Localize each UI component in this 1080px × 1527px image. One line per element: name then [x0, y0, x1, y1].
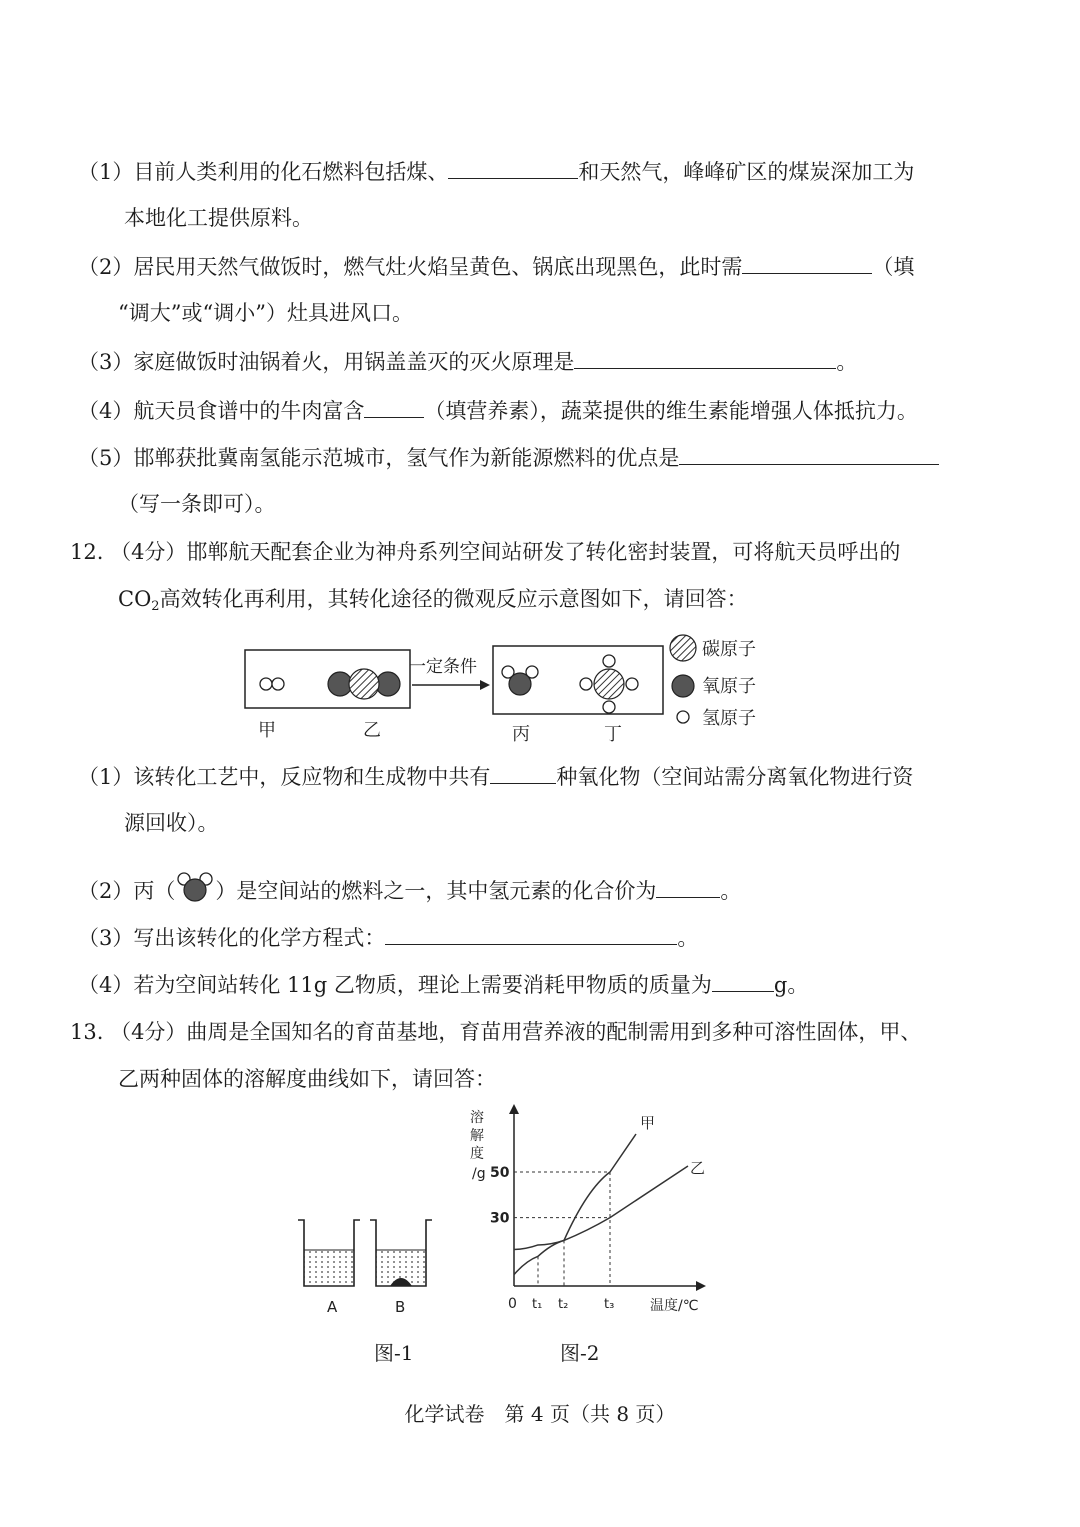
y-axis-label-char: 解: [470, 1128, 484, 1144]
q12-stem-cont: $CO_2$高效转化再利用，其转化途径的微观反应示意图如下，请回答：: [118, 587, 748, 614]
q12-item-3: （3）写出该转化的化学方程式： 。: [78, 922, 698, 953]
q11-item-1-cont: 本地化工提供原料。: [124, 206, 313, 230]
label-jia: 甲: [258, 720, 276, 741]
page-footer: 化学试卷 第 4 页（共 8 页）: [404, 1402, 676, 1426]
x-axis-label: 温度/℃: [650, 1298, 699, 1314]
answer-blank[interactable]: [656, 875, 720, 898]
answer-blank[interactable]: [364, 395, 424, 418]
y-tick-label: 30: [490, 1210, 510, 1227]
answer-blank[interactable]: [712, 969, 774, 992]
q11-item-3: （3）家庭做饭时油锅着火，用锅盖盖灭的灭火原理是 。: [78, 346, 857, 377]
q11-item-1: （1）目前人类利用的化石燃料包括煤、 和天然气，峰峰矿区的煤炭深加工为: [78, 156, 914, 187]
answer-blank[interactable]: [448, 156, 578, 179]
x-tick-label: t₁: [532, 1297, 543, 1312]
reaction-diagram: [240, 628, 780, 748]
series-label: 甲: [640, 1114, 656, 1132]
q13-stem-cont: 乙两种固体的溶解度曲线如下，请回答：: [118, 1067, 496, 1091]
label-yi: 乙: [363, 720, 381, 741]
answer-blank[interactable]: [742, 251, 872, 274]
y-tick-label: 50: [490, 1165, 510, 1181]
q11-item-2: （2）居民用天然气做饭时，燃气灶火焰呈黄色、锅底出现黑色，此时需 （填: [78, 251, 914, 282]
x-tick-label: t₃: [604, 1297, 615, 1312]
y-axis-label-char: /g: [472, 1166, 486, 1182]
beaker-b-label: B: [395, 1298, 406, 1316]
reaction-condition: 一定条件: [409, 657, 477, 677]
x-axis-arrow-icon: [696, 1281, 706, 1291]
carbon-atom-icon: [670, 635, 696, 661]
q12-item-1: （1）该转化工艺中，反应物和生成物中共有 种氧化物（空间站需分离氧化物进行资: [78, 761, 913, 792]
label-bing: 丙: [512, 724, 530, 745]
carbon-dioxide-molecule-icon: [328, 669, 400, 699]
label-ding: 丁: [604, 724, 622, 745]
series-line-yi: [514, 1166, 688, 1250]
q12-item-1-cont: 源回收）。: [124, 811, 219, 835]
q12-stem: 12. （4分）邯郸航天配套企业为神舟系列空间站研发了转化密封装置，可将航天员呼出的: [70, 540, 901, 564]
legend-carbon: 碳原子: [702, 639, 756, 660]
hydrogen-molecule-icon: [260, 678, 284, 690]
q12-item-2: （2）丙（ ）是空间站的燃料之一，其中氢元素的化合价为 。: [78, 870, 741, 906]
water-molecule-icon: [502, 666, 538, 695]
y-axis-label-char: 溶: [470, 1110, 484, 1126]
figure-2-caption: 图-2: [560, 1341, 600, 1365]
legend-oxygen: 氧原子: [702, 676, 756, 697]
q12-item-4: （4）若为空间站转化 11g 乙物质，理论上需要消耗甲物质的质量为 g。: [78, 969, 808, 1000]
oxygen-atom-icon: [672, 675, 694, 697]
answer-blank[interactable]: [385, 922, 677, 945]
q11-item-2-cont: “调大”或“调小”）灶具进风口。: [118, 301, 413, 325]
beaker-b: [370, 1220, 432, 1286]
figure-1-caption: 图-1: [374, 1341, 414, 1365]
y-axis-label: [470, 1109, 486, 1182]
legend: [670, 635, 756, 729]
legend-hydrogen: 氢原子: [702, 708, 756, 729]
y-axis-label-char: 度: [470, 1146, 484, 1162]
x-tick-label: t₂: [558, 1297, 569, 1312]
hydrogen-atom-icon: [677, 711, 689, 723]
answer-blank[interactable]: [574, 346, 836, 369]
y-axis-arrow-icon: [509, 1104, 519, 1114]
q11-item-5: （5）邯郸获批冀南氢能示范城市，氢气作为新能源燃料的优点是: [78, 442, 939, 473]
answer-blank[interactable]: [490, 761, 556, 784]
water-molecule-icon: [175, 870, 215, 904]
q13-stem: 13. （4分）曲周是全国知名的育苗基地，育苗用营养液的配制需用到多种可溶性固体，甲、: [70, 1020, 922, 1044]
beaker-a-label: A: [327, 1298, 338, 1316]
arrow-head-icon: [480, 680, 490, 690]
series-label: 乙: [690, 1159, 706, 1177]
beaker-a: [298, 1220, 360, 1286]
origin-label: 0: [508, 1296, 517, 1312]
series-line-jia: [514, 1134, 636, 1275]
q11-item-5-cont: （写一条即可）。: [118, 492, 276, 516]
methane-molecule-icon: [580, 655, 638, 713]
guide-lines: [514, 1172, 610, 1286]
answer-blank[interactable]: [679, 442, 939, 465]
q11-item-4: （4）航天员食谱中的牛肉富含 （填营养素），蔬菜提供的维生素能增强人体抵抗力。: [78, 395, 918, 426]
solubility-chart: [460, 1100, 720, 1325]
beaker-figure: [290, 1210, 450, 1320]
